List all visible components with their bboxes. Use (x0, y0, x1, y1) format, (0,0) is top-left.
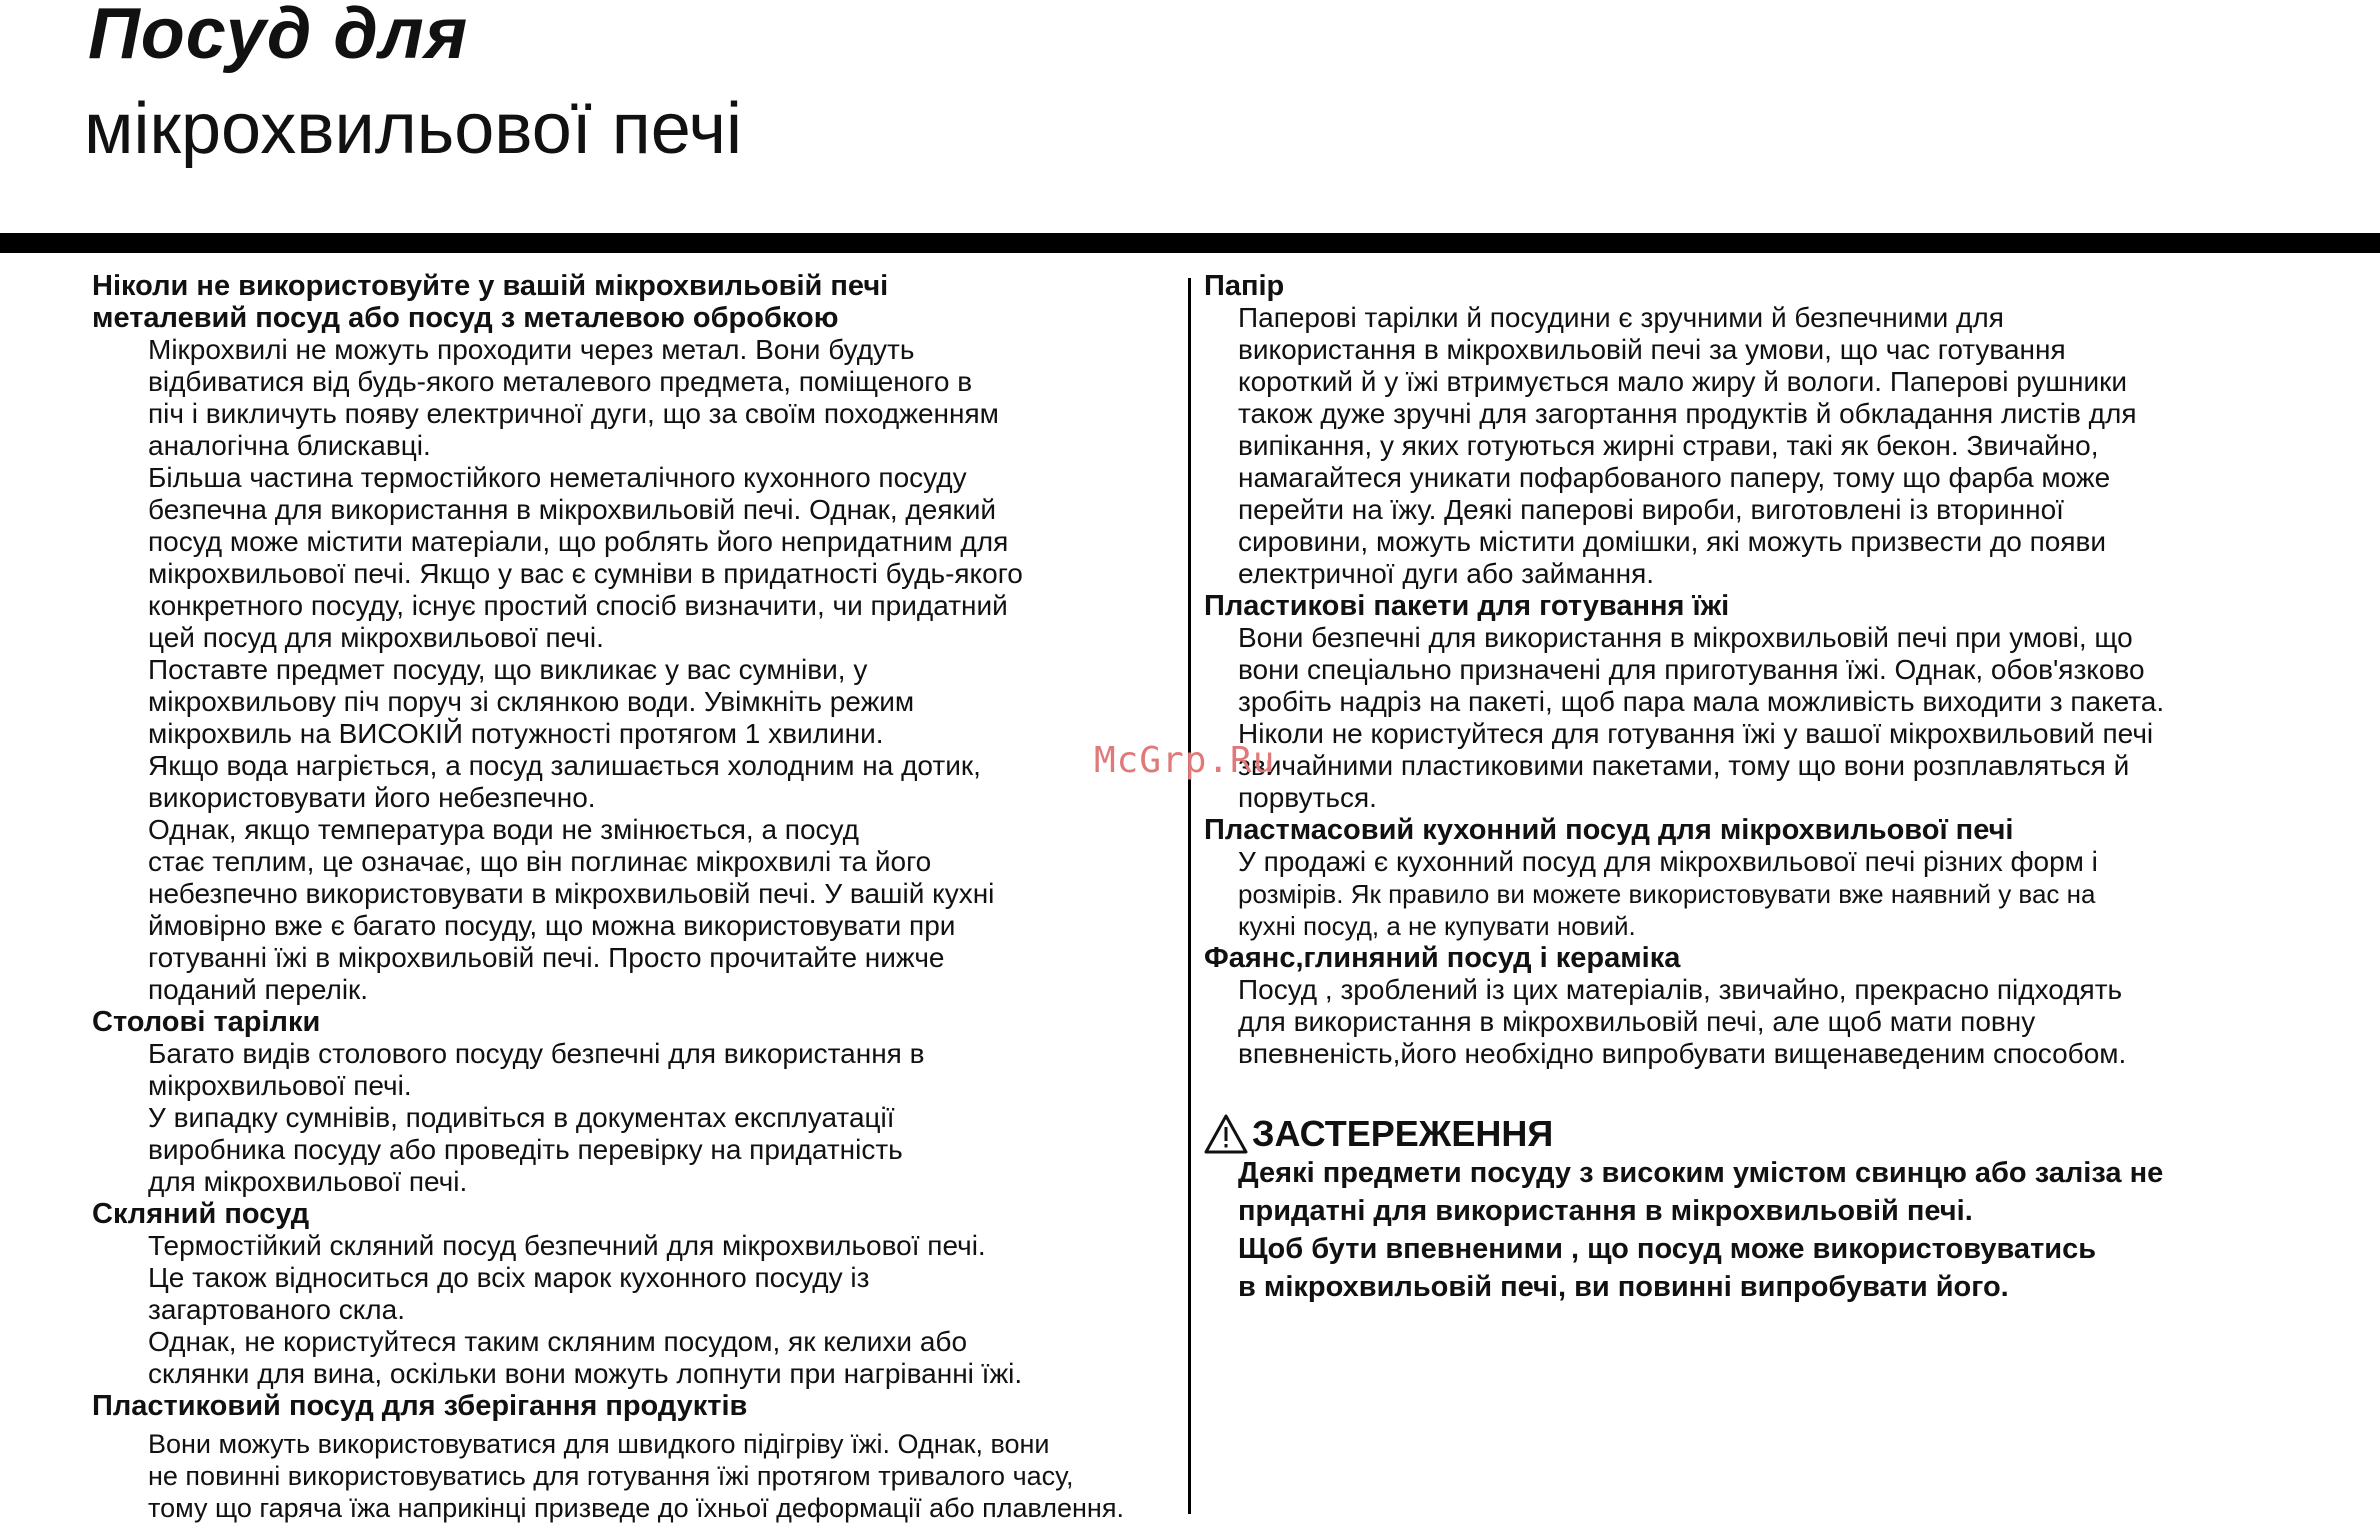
text-line: поданий перелік. (148, 974, 369, 1005)
text-line: для використання в мікрохвильовій печі, але щоб мати повну (1238, 1006, 2036, 1037)
text-line: мікрохвиль на ВИСОКІЙ потужності протягом 1 хвилини. (148, 718, 884, 749)
watermark: McGrp.Ru (1094, 740, 1276, 781)
text-line: небезпечно використовувати в мікрохвильовій печі. У вашій кухні (148, 878, 995, 909)
text-line: використання в мікрохвильовій печі за умови, що час готування (1238, 334, 2066, 365)
text-line: аналогічна блискавці. (148, 430, 431, 461)
text-line: в мікрохвильовій печі, ви повинні випробувати його. (1238, 1271, 2009, 1303)
text-line: короткий й у їжі втримується мало жиру й вологи. Паперові рушники (1238, 366, 2127, 397)
text-line: склянки для вина, оскільки вони можуть лопнути при нагріванні їжі. (148, 1358, 1023, 1389)
text-line: намагайтеся уникати пофарбованого паперу, тому що фарба може (1238, 462, 2111, 493)
text-line: використовувати його небезпечно. (148, 782, 596, 813)
paragraph (92, 750, 1172, 814)
text-line: придатні для використання в мікрохвильовій печі. (1238, 1195, 1973, 1227)
text-line: посуд може містити матеріали, що роблять його непридатним для (148, 526, 1009, 557)
text-line: випікання, у яких готуються жирні страви, такі як бекон. Звичайно, (1238, 430, 2099, 461)
text-line: ймовірно вже є багато посуду, що можна використовувати при (148, 910, 956, 941)
text-line: У продажі є кухонний посуд для мікрохвильової печі різних форм і (1238, 846, 2098, 877)
text-line: загартованого скла. (148, 1294, 405, 1325)
text-line: стає теплим, це означає, що він поглинає мікрохвилі та його (148, 846, 932, 877)
text-line: виробника посуду або проведіть перевірку на придатність (148, 1134, 903, 1165)
paragraph (92, 462, 1172, 654)
text-line: не повинні використовуватись для готування їжі протягом тривалого часу, (148, 1461, 1074, 1491)
text-line: Це також відноситься до всіх марок кухонного посуду із (148, 1262, 870, 1293)
warning-heading (1204, 1114, 2274, 1154)
page-title: Посуд для (88, 0, 469, 74)
section-heading-mw-plastic: Пластмасовий кухонний посуд для мікрохвильової печі (1204, 814, 2014, 846)
warning-triangle-icon (1204, 1114, 1248, 1154)
text-line: Вони можуть використовуватися для швидкого підігріву їжі. Однак, вони (148, 1429, 1050, 1459)
paragraph (92, 814, 1172, 1006)
paragraph (92, 1326, 1172, 1390)
section-heading-plastic-storage: Пластиковий посуд для зберігання продуктів (92, 1390, 748, 1422)
text-line: Паперові тарілки й посудини є зручними й безпечними для (1238, 302, 2004, 333)
text-line: Багато видів столового посуду безпечні для використання в (148, 1038, 925, 1069)
paragraph (1204, 846, 2274, 942)
text-line: відбиватися від будь-якого металевого предмета, поміщеного в (148, 366, 973, 397)
section-heading-plates: Столові тарілки (92, 1006, 321, 1038)
paragraph (1204, 302, 2274, 590)
left-column (92, 270, 1172, 1524)
section-heading-glass: Скляний посуд (92, 1198, 310, 1230)
text-line: Посуд , зроблений із цих матеріалів, звичайно, прекрасно підходять (1238, 974, 2123, 1005)
warning-title: ЗАСТЕРЕЖЕННЯ (1252, 1113, 1554, 1154)
page-subtitle: мікрохвильової печі (84, 89, 742, 169)
text-line: впевненість,його необхідно випробувати вищенаведеним способом. (1238, 1038, 2127, 1069)
paragraph (92, 654, 1172, 750)
right-column (1204, 270, 2274, 1306)
section-heading-bags: Пластикові пакети для готування їжі (1204, 590, 1730, 622)
text-line: цей посуд для мікрохвильової печі. (148, 622, 604, 653)
paragraph (1204, 974, 2274, 1070)
text-line: кухні посуд, а не купувати новий. (1238, 911, 1636, 941)
text-line: Однак, якщо температура води не змінюється, а посуд (148, 814, 859, 845)
text-line: конкретного посуду, існує простий спосіб визначити, чи придатний (148, 590, 1008, 621)
paragraph (1204, 622, 2274, 814)
text-line: перейти на їжу. Деякі паперові вироби, виготовлені із вторинної (1238, 494, 2064, 525)
text-line: Ніколи не користуйтеся для готування їжі у вашої мікрохвильовий печі (1238, 718, 2154, 749)
text-line: мікрохвильової печі. (148, 1070, 412, 1101)
text-line: піч і викличуть появу електричної дуги, що за своїм походженням (148, 398, 999, 429)
text-line: звичайними пластиковими пакетами, тому що вони розплавляться й (1238, 750, 2130, 781)
text-line: зробіть надріз на пакеті, щоб пара мала можливість виходити з пакета. (1238, 686, 2165, 717)
text-line: Термостійкий скляний посуд безпечний для мікрохвильової печі. (148, 1230, 986, 1261)
text-line: Щоб бути впевненими , що посуд може використовуватись (1238, 1233, 2097, 1265)
text-line: У випадку сумнівів, подивіться в документах експлуатації (148, 1102, 895, 1133)
text-line: готуванні їжі в мікрохвильовій печі. Просто прочитайте нижче (148, 942, 945, 973)
paragraph (92, 1038, 1172, 1102)
text-line: Вони безпечні для використання в мікрохвильовій печі при умові, що (1238, 622, 2133, 653)
text-line: сировини, можуть містити домішки, які можуть призвести до появи (1238, 526, 2107, 557)
text-line: Деякі предмети посуду з високим умістом свинцю або заліза не (1238, 1157, 2164, 1189)
text-line: вони спеціально призначені для приготування їжі. Однак, обов'язково (1238, 654, 2145, 685)
warning-text (1204, 1154, 2274, 1306)
section-heading-paper: Папір (1204, 270, 1285, 302)
paragraph (92, 1428, 1172, 1524)
text-line: Більша частина термостійкого неметалічного кухонного посуду (148, 462, 967, 493)
text-line: Мікрохвилі не можуть проходити через метал. Вони будуть (148, 334, 915, 365)
text-line: мікрохвильової печі. Якщо у вас є сумніви в придатності будь-якого (148, 558, 1023, 589)
text-line: порвуться. (1238, 782, 1377, 813)
text-line: Якщо вода нагріється, а посуд залишається холодним на дотик, (148, 750, 981, 781)
text-line: Однак, не користуйтеся таким скляним посудом, як келихи або (148, 1326, 968, 1357)
text-line: для мікрохвильової печі. (148, 1166, 468, 1197)
text-line: мікрохвильову піч поруч зі склянкою води. Увімкніть режим (148, 686, 915, 717)
section-heading-ceramic: Фаянс,глиняний посуд і кераміка (1204, 942, 1681, 974)
paragraph (92, 1230, 1172, 1326)
column-divider (1188, 278, 1191, 1514)
text-line: безпечна для використання в мікрохвильовій печі. Однак, деякий (148, 494, 997, 525)
section-heading-metal: металевий посуд або посуд з металевою обробкою (92, 302, 839, 334)
paragraph (92, 1102, 1172, 1198)
section-heading-metal: Ніколи не використовуйте у вашій мікрохвильовій печі (92, 270, 889, 302)
paragraph (92, 334, 1172, 462)
text-line: розмірів. Як правило ви можете використовувати вже наявний у вас на (1238, 879, 2096, 909)
text-line: електричної дуги або займання. (1238, 558, 1655, 589)
header-rule (0, 233, 2380, 253)
text-line: Поставте предмет посуду, що викликає у вас сумніви, у (148, 654, 868, 685)
text-line: також дуже зручні для загортання продуктів й обкладання листів для (1238, 398, 2137, 429)
text-line: тому що гаряча їжа наприкінці призведе до їхньої деформації або плавлення. (148, 1493, 1124, 1523)
